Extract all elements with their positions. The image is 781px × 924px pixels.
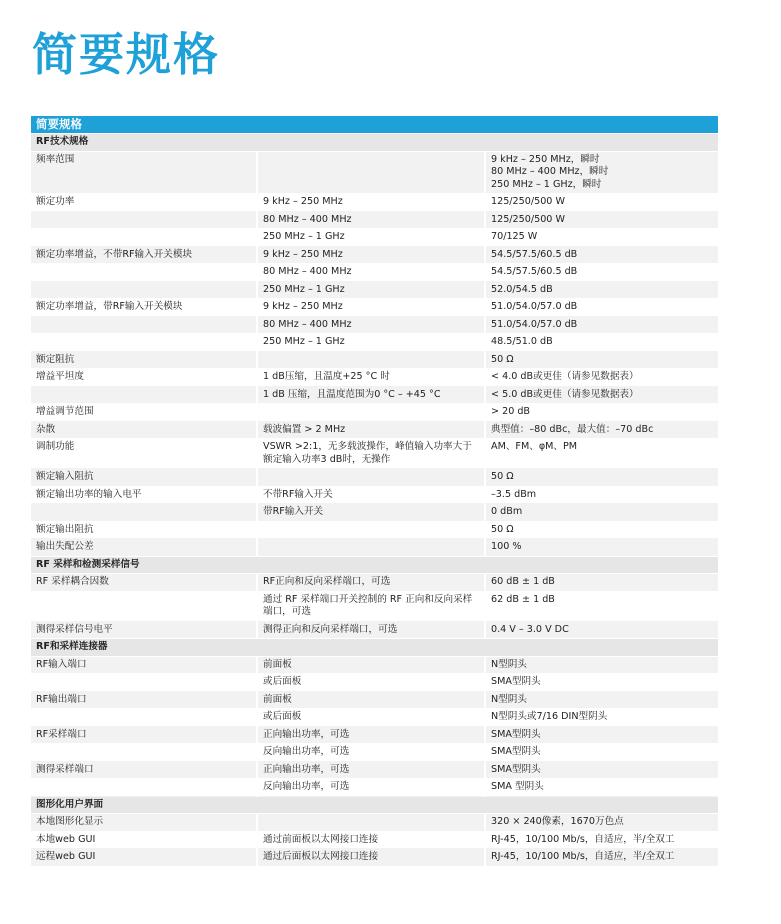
table-title: 简要规格 <box>31 116 718 134</box>
spec-condition-cell <box>257 469 485 487</box>
spec-value-cell: N型阴头或7/16 DIN型阴头 <box>485 709 718 727</box>
spec-condition-cell: 250 MHz – 1 GHz <box>257 229 485 247</box>
spec-name-cell: RF 采样耦合因数 <box>31 574 257 592</box>
spec-name-cell: 额定输入阻抗 <box>31 469 257 487</box>
spec-condition-cell: 前面板 <box>257 691 485 709</box>
table-row <box>31 761 718 779</box>
spec-value-cell: 50 Ω <box>485 469 718 487</box>
table-row <box>31 334 718 352</box>
spec-value-cell: 60 dB ± 1 dB <box>485 574 718 592</box>
spec-condition-cell <box>257 521 485 539</box>
spec-name-cell <box>31 504 257 522</box>
spec-name-cell: 额定功率 <box>31 194 257 212</box>
spec-condition-cell <box>257 351 485 369</box>
spec-value-cell: > 20 dB <box>485 404 718 422</box>
section-header: 图形化用户界面 <box>31 796 718 814</box>
section-header-row <box>31 134 718 152</box>
table-row <box>31 264 718 282</box>
spec-name-cell <box>31 211 257 229</box>
spec-value-cell: < 5.0 dB或更佳（请参见数据表） <box>485 386 718 404</box>
spec-condition-cell: 80 MHz – 400 MHz <box>257 211 485 229</box>
table-row <box>31 779 718 797</box>
table-row <box>31 849 718 867</box>
spec-condition-cell: 前面板 <box>257 656 485 674</box>
spec-name-cell: 额定功率增益，不带RF输入开关模块 <box>31 246 257 264</box>
spec-condition-cell: 9 kHz – 250 MHz <box>257 246 485 264</box>
table-row <box>31 369 718 387</box>
spec-value-cell: 50 Ω <box>485 521 718 539</box>
table-title-row <box>31 116 718 134</box>
section-header: RF技术规格 <box>31 134 718 152</box>
spec-name-cell: 调制功能 <box>31 439 257 469</box>
spec-condition-cell: 250 MHz – 1 GHz <box>257 334 485 352</box>
spec-name-cell <box>31 229 257 247</box>
spec-condition-cell: 不带RF输入开关 <box>257 486 485 504</box>
spec-name-cell <box>31 779 257 797</box>
table-row <box>31 316 718 334</box>
table-row <box>31 744 718 762</box>
spec-condition-cell: 1 dB压缩，且温度+25 °C 时 <box>257 369 485 387</box>
spec-name-cell: 本地web GUI <box>31 831 257 849</box>
table-row <box>31 726 718 744</box>
spec-name-cell: RF输入端口 <box>31 656 257 674</box>
spec-name-cell <box>31 591 257 621</box>
spec-name-cell <box>31 744 257 762</box>
spec-condition-cell <box>257 539 485 557</box>
table-row <box>31 674 718 692</box>
spec-value-cell: 典型值：–80 dBc，最大值：–70 dBc <box>485 421 718 439</box>
spec-condition-cell: 通过后面板以太网接口连接 <box>257 849 485 867</box>
table-row <box>31 521 718 539</box>
spec-value-cell: –3.5 dBm <box>485 486 718 504</box>
spec-value-cell: SMA型阴头 <box>485 761 718 779</box>
spec-value-cell: N型阴头 <box>485 691 718 709</box>
section-header: RF 采样和检测采样信号 <box>31 556 718 574</box>
table-row <box>31 151 718 194</box>
spec-table <box>31 116 718 867</box>
table-row <box>31 246 718 264</box>
spec-name-cell <box>31 281 257 299</box>
spec-name-cell: 测得采样端口 <box>31 761 257 779</box>
spec-name-cell: 额定阻抗 <box>31 351 257 369</box>
spec-value-cell: 0.4 V – 3.0 V DC <box>485 621 718 639</box>
spec-value-cell: 320 × 240像素，1670万色点 <box>485 814 718 832</box>
table-row <box>31 831 718 849</box>
table-row <box>31 211 718 229</box>
spec-condition-cell: 通过前面板以太网接口连接 <box>257 831 485 849</box>
spec-name-cell: 输出失配公差 <box>31 539 257 557</box>
page-title: 简要规格 <box>32 28 221 81</box>
spec-condition-cell: 载波偏置 > 2 MHz <box>257 421 485 439</box>
spec-condition-cell: 反向输出功率，可选 <box>257 779 485 797</box>
spec-name-cell <box>31 674 257 692</box>
spec-name-cell: 远程web GUI <box>31 849 257 867</box>
spec-name-cell <box>31 386 257 404</box>
table-row <box>31 486 718 504</box>
spec-table-body <box>31 116 718 866</box>
spec-condition-cell: RF正向和反向采样端口，可选 <box>257 574 485 592</box>
spec-value-cell: 54.5/57.5/60.5 dB <box>485 246 718 264</box>
spec-name-cell: 测得采样信号电平 <box>31 621 257 639</box>
spec-value-cell: 50 Ω <box>485 351 718 369</box>
spec-name-cell <box>31 264 257 282</box>
spec-name-cell <box>31 316 257 334</box>
table-row <box>31 691 718 709</box>
spec-name-cell: RF输出端口 <box>31 691 257 709</box>
spec-value-cell: 9 kHz – 250 MHz，瞬时 80 MHz – 400 MHz，瞬时 250 MHz – 1 GHz，瞬时 <box>485 151 718 194</box>
spec-value-cell: AM、FM、φM、PM <box>485 439 718 469</box>
spec-name-cell <box>31 334 257 352</box>
spec-condition-cell: 通过 RF 采样端口开关控制的 RF 正向和反向采样端口，可选 <box>257 591 485 621</box>
spec-value-cell: 125/250/500 W <box>485 194 718 212</box>
spec-value-cell: 51.0/54.0/57.0 dB <box>485 299 718 317</box>
spec-condition-cell <box>257 404 485 422</box>
spec-name-cell: 额定输出阻抗 <box>31 521 257 539</box>
spec-condition-cell: 反向输出功率，可选 <box>257 744 485 762</box>
table-row <box>31 421 718 439</box>
table-row <box>31 386 718 404</box>
spec-condition-cell: VSWR >2:1，无多载波操作，峰值输入功率大于额定输入功率3 dB时，无操作 <box>257 439 485 469</box>
spec-condition-cell: 正向输出功率，可选 <box>257 761 485 779</box>
table-row <box>31 281 718 299</box>
spec-name-cell: 杂散 <box>31 421 257 439</box>
spec-value-cell: SMA 型阴头 <box>485 779 718 797</box>
spec-condition-cell <box>257 814 485 832</box>
table-row <box>31 299 718 317</box>
table-row <box>31 539 718 557</box>
table-row <box>31 194 718 212</box>
table-row <box>31 439 718 469</box>
spec-value-cell: SMA型阴头 <box>485 744 718 762</box>
spec-value-cell: 0 dBm <box>485 504 718 522</box>
spec-value-cell: 70/125 W <box>485 229 718 247</box>
spec-condition-cell: 或后面板 <box>257 709 485 727</box>
spec-value-cell: SMA型阴头 <box>485 726 718 744</box>
spec-condition-cell: 正向输出功率，可选 <box>257 726 485 744</box>
table-row <box>31 814 718 832</box>
table-row <box>31 469 718 487</box>
section-header-row <box>31 556 718 574</box>
spec-condition-cell: 9 kHz – 250 MHz <box>257 299 485 317</box>
spec-value-cell: 54.5/57.5/60.5 dB <box>485 264 718 282</box>
spec-condition-cell: 或后面板 <box>257 674 485 692</box>
spec-condition-cell: 1 dB 压缩，且温度范围为0 °C – +45 °C <box>257 386 485 404</box>
spec-value-cell: 125/250/500 W <box>485 211 718 229</box>
spec-value-cell: RJ-45，10/100 Mb/s，自适应，半/全双工 <box>485 831 718 849</box>
spec-condition-cell: 80 MHz – 400 MHz <box>257 316 485 334</box>
table-row <box>31 351 718 369</box>
spec-value-cell: 62 dB ± 1 dB <box>485 591 718 621</box>
spec-value-cell: N型阴头 <box>485 656 718 674</box>
spec-name-cell: 增益平坦度 <box>31 369 257 387</box>
spec-condition-cell: 9 kHz – 250 MHz <box>257 194 485 212</box>
table-row <box>31 621 718 639</box>
spec-name-cell: 额定输出功率的输入电平 <box>31 486 257 504</box>
spec-name-cell: 增益调节范围 <box>31 404 257 422</box>
spec-condition-cell: 带RF输入开关 <box>257 504 485 522</box>
spec-condition-cell <box>257 151 485 194</box>
spec-name-cell: 额定功率增益，带RF输入开关模块 <box>31 299 257 317</box>
section-header-row <box>31 796 718 814</box>
spec-value-cell: 52.0/54.5 dB <box>485 281 718 299</box>
table-row <box>31 404 718 422</box>
table-row <box>31 709 718 727</box>
spec-value-cell: SMA型阴头 <box>485 674 718 692</box>
spec-value-cell: RJ-45，10/100 Mb/s，自适应，半/全双工 <box>485 849 718 867</box>
spec-name-cell: RF采样端口 <box>31 726 257 744</box>
spec-value-cell: 100 % <box>485 539 718 557</box>
spec-condition-cell: 测得正向和反向采样端口，可选 <box>257 621 485 639</box>
spec-value-cell: 48.5/51.0 dB <box>485 334 718 352</box>
spec-condition-cell: 250 MHz – 1 GHz <box>257 281 485 299</box>
table-row <box>31 591 718 621</box>
section-header: RF和采样连接器 <box>31 639 718 657</box>
spec-name-cell: 频率范围 <box>31 151 257 194</box>
table-row <box>31 574 718 592</box>
spec-value-cell: 51.0/54.0/57.0 dB <box>485 316 718 334</box>
section-header-row <box>31 639 718 657</box>
spec-name-cell: 本地图形化显示 <box>31 814 257 832</box>
table-row <box>31 229 718 247</box>
table-row <box>31 504 718 522</box>
table-row <box>31 656 718 674</box>
spec-name-cell <box>31 709 257 727</box>
spec-condition-cell: 80 MHz – 400 MHz <box>257 264 485 282</box>
spec-value-cell: < 4.0 dB或更佳（请参见数据表） <box>485 369 718 387</box>
